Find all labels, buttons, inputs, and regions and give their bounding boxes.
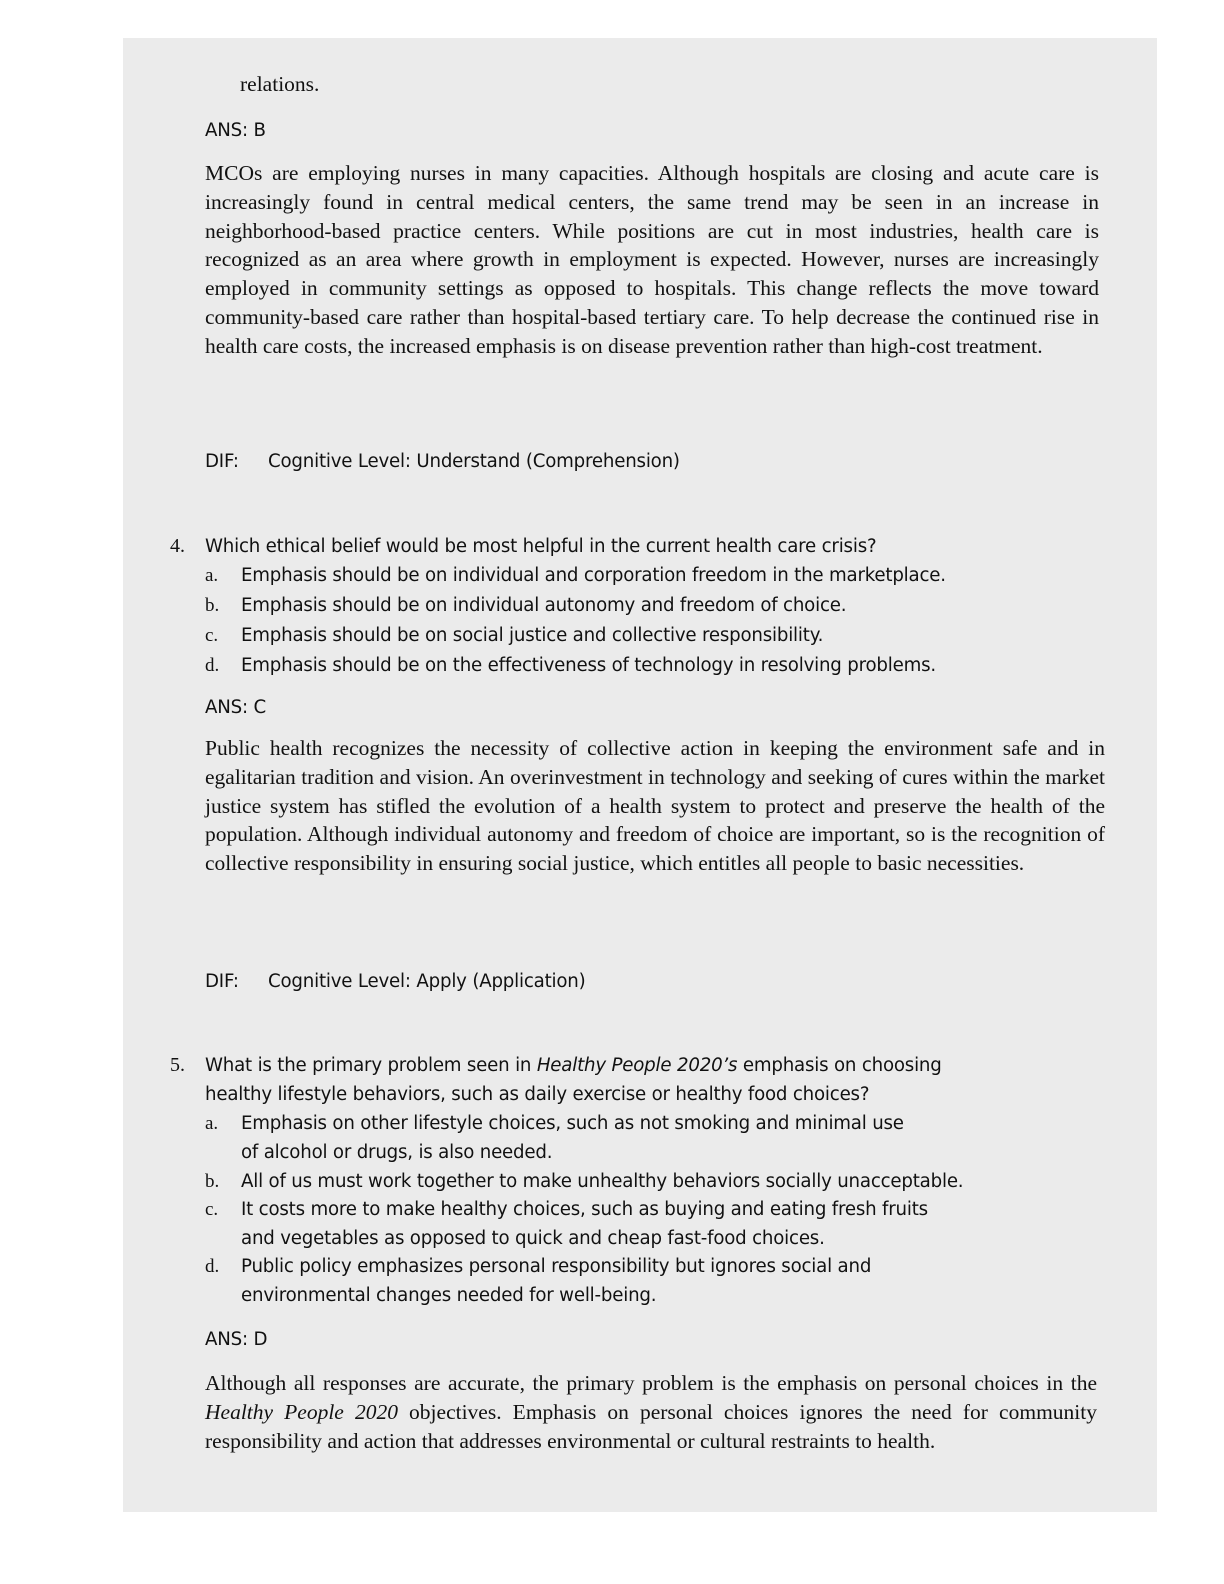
q5-option-a-line1[interactable]: Emphasis on other lifestyle choices, such as not smoking and minimal use: [241, 1113, 904, 1134]
q4-number: 4.: [170, 535, 185, 557]
q5-option-b-letter: b.: [205, 1171, 220, 1192]
continued-text: relations.: [240, 72, 320, 96]
q3-dif-label: DIF:: [205, 451, 239, 472]
q4-option-c-letter: c.: [205, 625, 219, 646]
q4-answer: ANS: C: [205, 697, 266, 718]
q4-option-d-letter: d.: [205, 655, 220, 676]
q5-option-a-letter: a.: [205, 1113, 219, 1134]
q4-option-b[interactable]: Emphasis should be on individual autonomy and freedom of choice.: [241, 595, 847, 616]
q5-stem-post: emphasis on choosing: [737, 1055, 942, 1076]
q3-answer: ANS: B: [205, 120, 266, 141]
q5-option-c-letter: c.: [205, 1199, 219, 1220]
q5-option-c-line1[interactable]: It costs more to make healthy choices, such as buying and eating fresh fruits: [241, 1199, 928, 1220]
q4-option-d[interactable]: Emphasis should be on the effectiveness of technology in resolving problems.: [241, 655, 936, 676]
q5-stem-line2: healthy lifestyle behaviors, such as daily exercise or healthy food choices?: [205, 1084, 870, 1105]
q4-option-a[interactable]: Emphasis should be on individual and corporation freedom in the marketplace.: [241, 565, 946, 586]
q5-option-d-line1[interactable]: Public policy emphasizes personal responsibility but ignores social and: [241, 1256, 872, 1277]
q4-option-c[interactable]: Emphasis should be on social justice and collective responsibility.: [241, 625, 824, 646]
q5-rationale-italic: Healthy People 2020: [205, 1399, 398, 1424]
q5-option-a-line2[interactable]: of alcohol or drugs, is also needed.: [241, 1142, 553, 1163]
q5-option-d-line2[interactable]: environmental changes needed for well-being.: [241, 1285, 657, 1306]
q5-option-d-letter: d.: [205, 1256, 220, 1277]
q5-rationale-post: objectives. Emphasis on personal choices ignores the need for community responsibility and action that addresses environmental or cultural restraints to health.: [205, 1399, 1097, 1453]
q3-dif-value: Cognitive Level: Understand (Comprehension): [268, 451, 680, 472]
q4-dif-label: DIF:: [205, 971, 239, 992]
q3-rationale: MCOs are employing nurses in many capacities. Although hospitals are closing and acute care is increasingly found in central medical centers, the same trend may be seen in an increase in neighborhood-based practice centers. While positions are cut in most industries, health care is recognized as an area where growth in employment is expected. However, nurses are increasingly employed in community settings as opposed to hospitals. This change reflects the move toward community-based care rather than hospital-based tertiary care. To help decrease the continued rise in health care costs, the increased emphasis is on disease prevention rather than high-cost treatment.: [205, 161, 1099, 358]
q4-rationale: Public health recognizes the necessity of collective action in keeping the environment safe and in egalitarian tradition and vision. An overinvestment in technology and seeking of cures within the market justice system has stifled the evolution of a health system to protect and preserve the health of the population. Although individual autonomy and freedom of choice are important, so is the recognition of collective responsibility in ensuring social justice, which entitles all people to basic necessities.: [205, 736, 1105, 876]
q5-option-b-line1[interactable]: All of us must work together to make unhealthy behaviors socially unacceptable.: [241, 1171, 964, 1192]
q5-rationale-pre: Although all responses are accurate, the primary problem is the emphasis on personal choices in the: [205, 1371, 1097, 1395]
q5-rationale: [205, 1369, 1097, 1455]
q5-stem-italic: Healthy People 2020’s: [536, 1055, 738, 1076]
q5-option-c-line2[interactable]: and vegetables as opposed to quick and cheap fast-food choices.: [241, 1228, 825, 1249]
q4-dif-value: Cognitive Level: Apply (Application): [268, 971, 586, 992]
q4-stem: Which ethical belief would be most helpful in the current health care crisis?: [205, 536, 877, 557]
q4-option-b-letter: b.: [205, 595, 220, 616]
q5-answer: ANS: D: [205, 1329, 268, 1350]
q5-stem-line1: [205, 1051, 942, 1080]
q5-stem-pre: What is the primary problem seen in: [205, 1055, 537, 1076]
q5-number: 5.: [170, 1054, 185, 1076]
q4-option-a-letter: a.: [205, 565, 219, 586]
